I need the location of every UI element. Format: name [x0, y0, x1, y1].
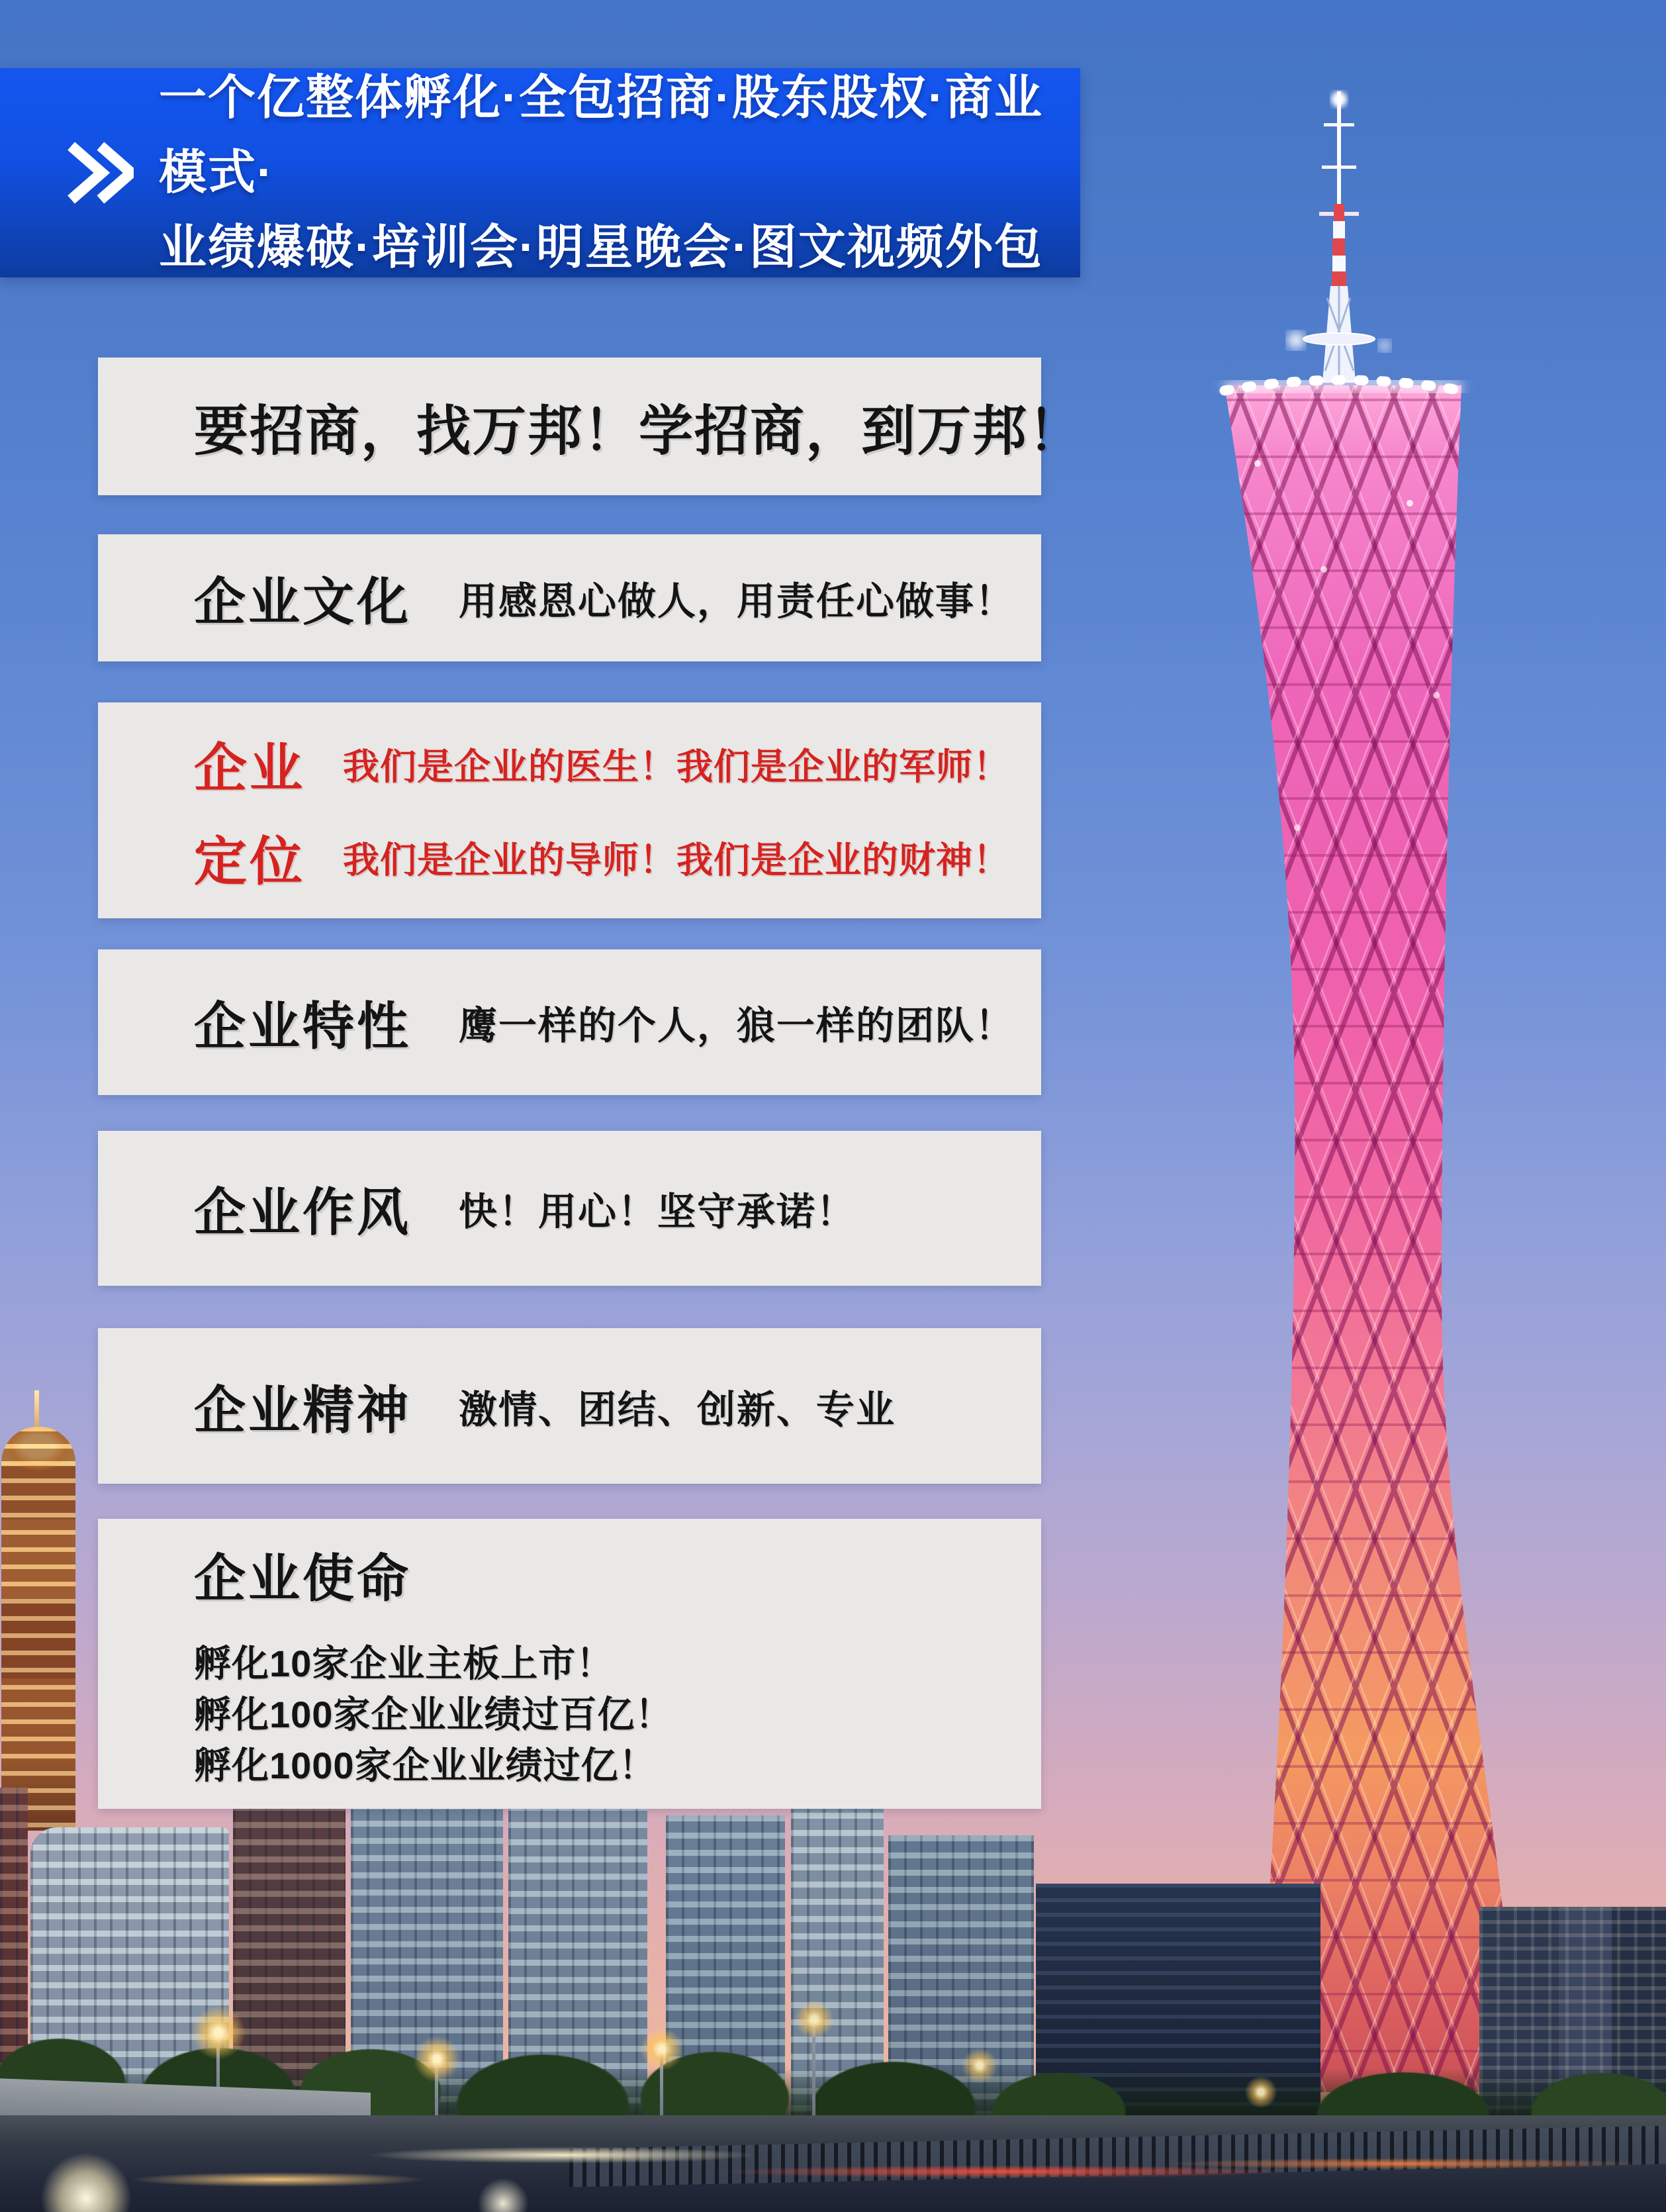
positioning-row-1	[194, 726, 1010, 802]
culture-box	[98, 534, 1041, 661]
mission-item-2: 孵化100家企业业绩过百亿！	[194, 1693, 673, 1735]
workstyle-text: 快！用心！坚守承诺！	[459, 1190, 856, 1233]
positioning-text-line2: 我们是企业的导师！我们是企业的财神！	[343, 840, 1011, 881]
traits-title: 企业特性	[194, 997, 412, 1055]
canton-tower-illustration	[1125, 0, 1666, 2212]
positioning-text-line1: 我们是企业的医生！我们是企业的军师！	[343, 746, 1011, 787]
culture-text: 用感恩心做人，用责任心做事！	[459, 580, 1015, 623]
positioning-title-line2: 定位	[194, 832, 305, 891]
mission-item-1: 孵化10家企业主板上市！	[194, 1642, 614, 1684]
gold-tower	[1, 1427, 75, 1831]
spirit-text: 激情、团结、创新、专业	[459, 1388, 896, 1431]
mission-box	[98, 1519, 1041, 1809]
positioning-title-line1: 企业	[194, 739, 305, 798]
double-chevron-icon	[64, 141, 134, 205]
traffic-light-trails	[0, 2119, 1666, 2212]
slogan-text: 要招商，找万邦！学招商，到万邦！	[194, 401, 1084, 461]
banner-line1: 一个亿整体孵化·全包招商·股东股权·商业模式·	[159, 71, 1043, 199]
workstyle-box	[98, 1131, 1041, 1286]
positioning-row-2	[194, 819, 1010, 895]
mission-item-3: 孵化1000家企业业绩过亿！	[194, 1744, 657, 1786]
slogan-box	[98, 358, 1084, 495]
header-banner	[0, 68, 1080, 277]
mission-items	[194, 1638, 672, 1791]
workstyle-title: 企业作风	[194, 1183, 412, 1241]
banner-line2: 业绩爆破·培训会·明星晚会·图文视频外包	[159, 220, 1043, 274]
positioning-box	[98, 702, 1041, 918]
spirit-box	[98, 1328, 1041, 1484]
spirit-title: 企业精神	[194, 1380, 412, 1439]
traits-box	[98, 949, 1041, 1095]
banner-text	[159, 61, 1080, 285]
traits-text: 鹰一样的个人，狼一样的团队！	[459, 1004, 1015, 1047]
culture-title: 企业文化	[194, 573, 412, 631]
mission-title: 企业使命	[194, 1549, 412, 1608]
